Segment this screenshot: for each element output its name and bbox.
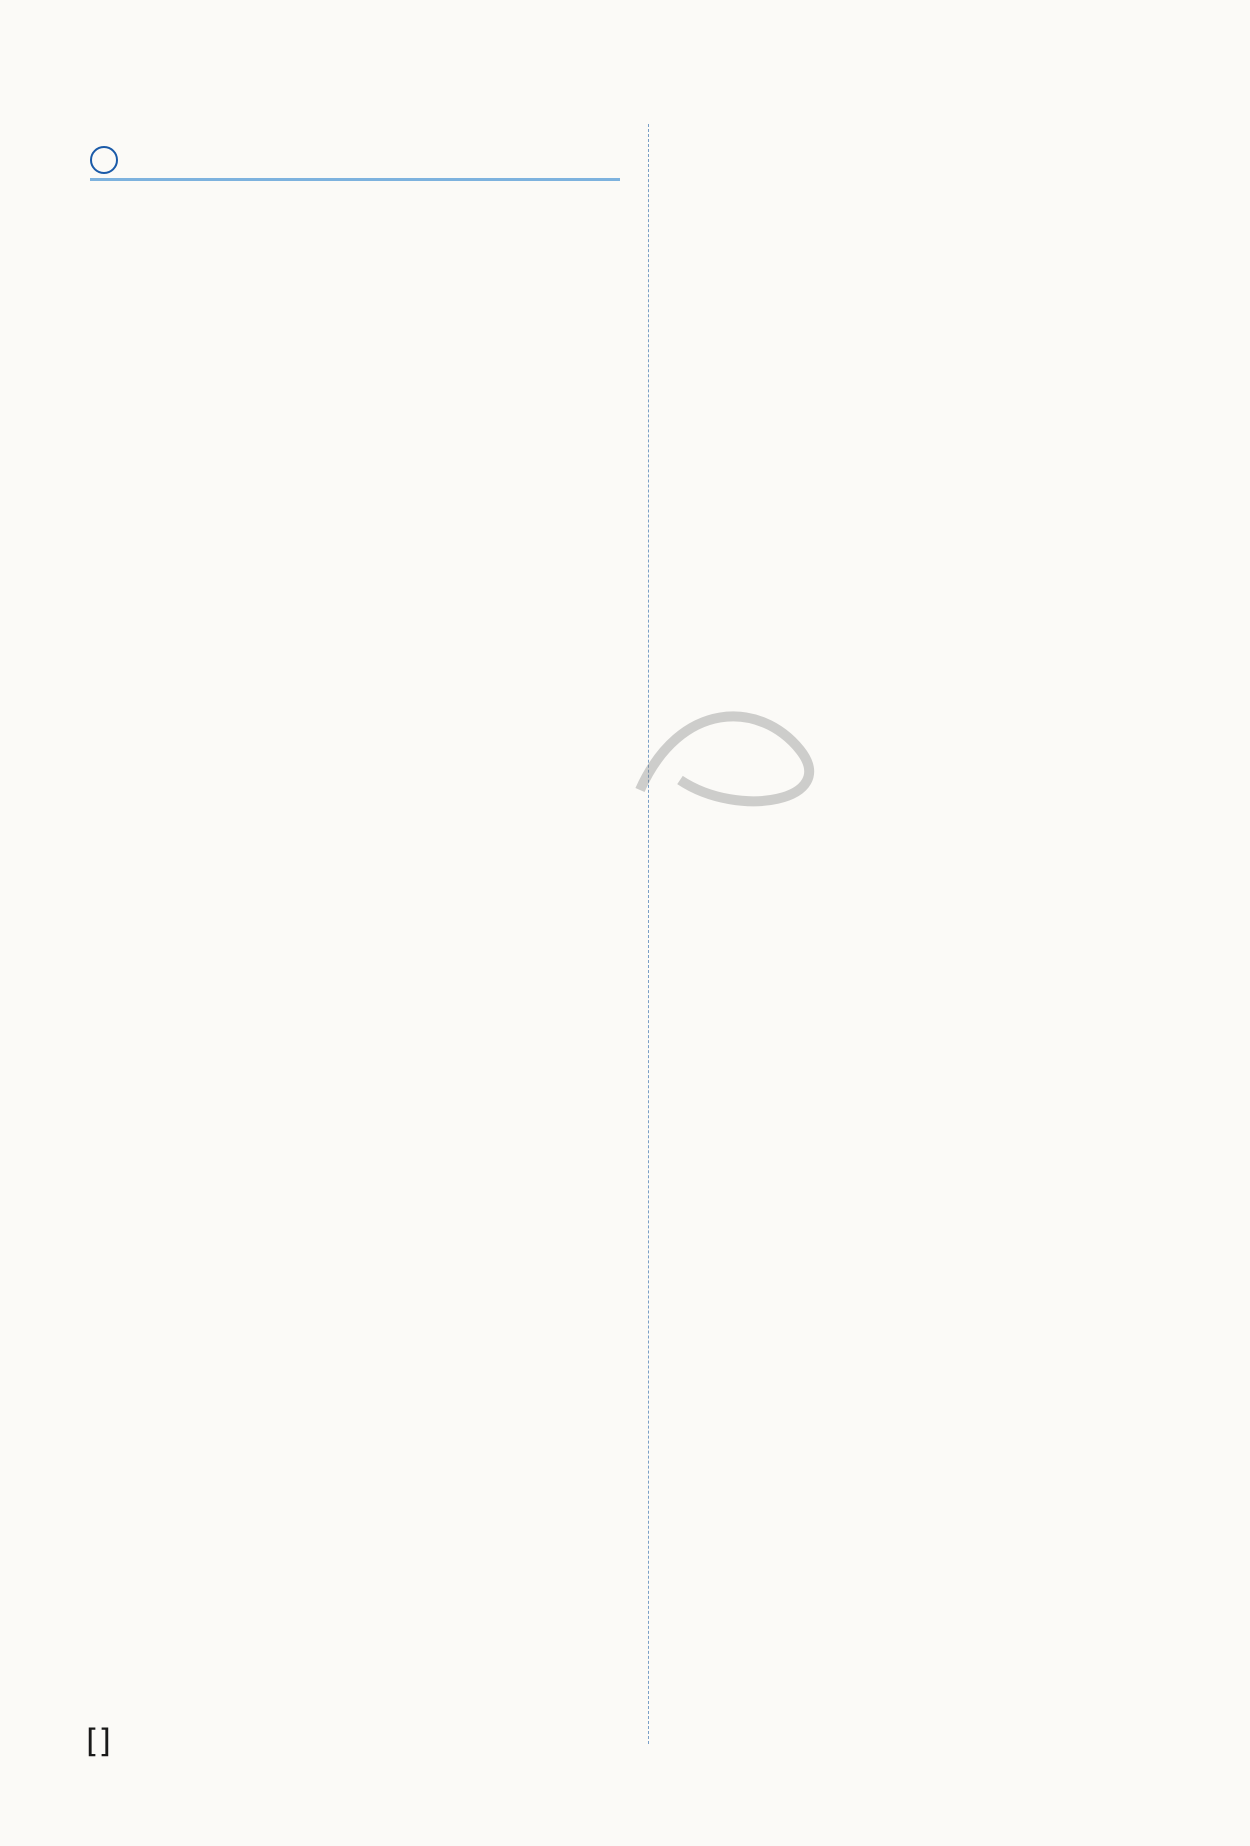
column-divider <box>648 124 649 1744</box>
page-number: [] <box>86 1722 111 1760</box>
section-circle-number <box>90 146 118 174</box>
watermark-swirl-icon <box>620 690 820 830</box>
left-column <box>92 126 640 193</box>
section-title <box>90 146 620 181</box>
